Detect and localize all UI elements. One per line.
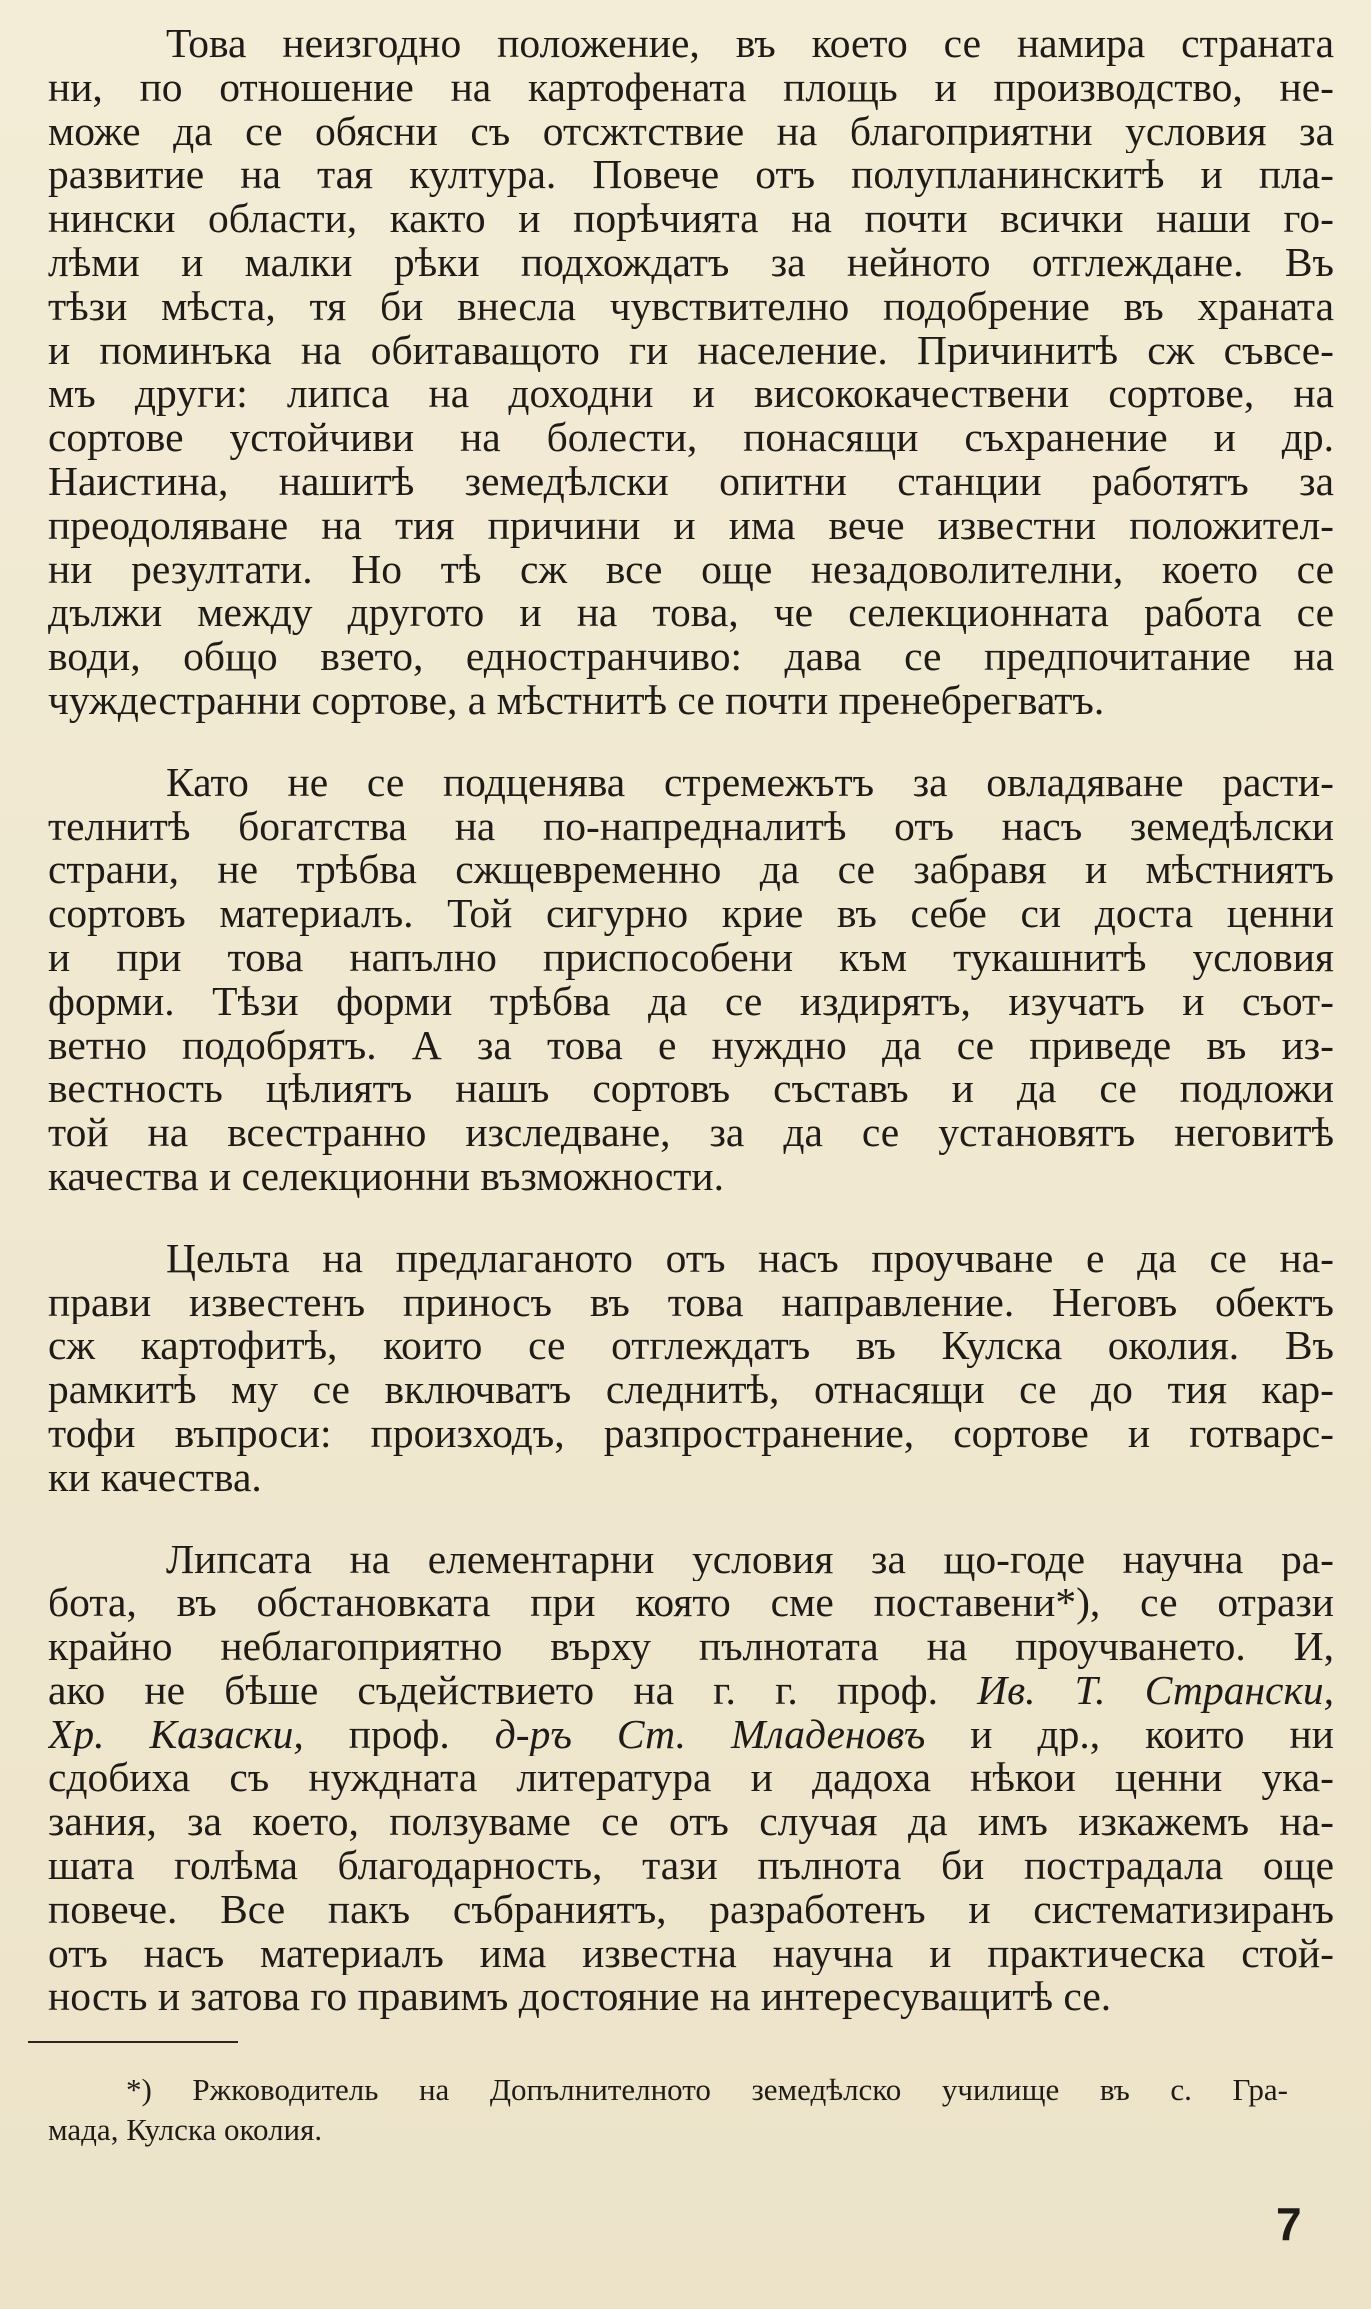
text-line: ность и затова го правимъ достояние на интересуващитѣ се. bbox=[48, 1975, 1112, 2020]
text-line: Наистина, нашитѣ земедѣлски опитни станции работятъ за bbox=[48, 459, 1334, 504]
footnote bbox=[48, 2070, 1288, 2150]
text-line: ветно подобрятъ. А за това е нуждно да се приведе въ из- bbox=[48, 1023, 1334, 1068]
text-line: нински области, както и порѣчията на почти всички наши го- bbox=[48, 197, 1334, 241]
text-line: крайно неблагоприятно върху пълнотата на проучването. И, bbox=[48, 1625, 1334, 1669]
footnote-line: *) Ржководитель на Допълнителното земедѣлско училище въ с. Гра- bbox=[126, 2072, 1288, 2107]
text-line: тофи въпроси: произходъ, разпространение, сортове и готварс- bbox=[48, 1411, 1334, 1456]
text-line: развитие на тая култура. Повече отъ полупланинскитѣ и пла- bbox=[48, 153, 1334, 198]
text-line: Хр. Казаски, проф. д-ръ Ст. Младеновъ и др., които ни bbox=[48, 1712, 1334, 1757]
text-line: чуждестранни сортове, а мѣстнитѣ се почти пренебрегватъ. bbox=[48, 678, 1105, 723]
text-line: вестность цѣлиятъ нашъ сортовъ съставъ и да се подложи bbox=[48, 1067, 1334, 1112]
text-line: ни резултати. Но тѣ сж все още незадоволителни, което се bbox=[48, 547, 1334, 592]
paragraph-2 bbox=[48, 761, 1334, 1199]
text-line: и поминъка на обитаващото ги население. Причинитѣ сж съвсе- bbox=[48, 328, 1334, 373]
text-line: може да се обясни съ отсжтствие на благоприятни условия за bbox=[48, 109, 1334, 154]
text-line: телнитѣ богатства на по-напредналитѣ отъ насъ земедѣлски bbox=[48, 804, 1334, 849]
text-line: зания, за което, ползуваме се отъ случая да имъ изкажемъ на- bbox=[48, 1800, 1334, 1845]
text-line: шата голѣма благодарность, тази пълнота би пострадала още bbox=[48, 1844, 1334, 1888]
text-line: Цельта на предлаганото отъ насъ проучване е да се на- bbox=[166, 1236, 1334, 1281]
paragraph-1 bbox=[48, 22, 1334, 723]
text-line: страни, не трѣбва сжщевременно да се забравя и мѣстниятъ bbox=[48, 848, 1334, 893]
text-line: мъ други: липса на доходни и висококачествени сортове, на bbox=[48, 372, 1334, 417]
text-line: повече. Все пакъ събраниятъ, разработенъ и систематизиранъ bbox=[48, 1887, 1334, 1932]
text-line: сортове устойчиви на болести, понасящи съхранение и др. bbox=[48, 416, 1334, 460]
text-line: Липсата на елементарни условия за що-годе научна ра- bbox=[166, 1537, 1334, 1582]
text-line: ни, по отношение на картофената площь и производство, не- bbox=[48, 65, 1334, 110]
text-line: Като не се подценява стремежътъ за овладяване расти- bbox=[166, 760, 1334, 805]
text-line: рамкитѣ му се включватъ следнитѣ, отнасящи се до тия кар- bbox=[48, 1368, 1334, 1412]
text-line: качества и селекционни възможности. bbox=[48, 1154, 725, 1199]
paragraph-3 bbox=[48, 1237, 1334, 1500]
text-line: дължи между другото и на това, че селекционната работа се bbox=[48, 591, 1334, 636]
paragraph-4 bbox=[48, 1538, 1334, 2020]
page-number: 7 bbox=[1276, 2198, 1302, 2250]
text-line: сортовъ материалъ. Той сигурно крие въ себе си доста ценни bbox=[48, 892, 1334, 936]
footnote-line: мада, Кулска околия. bbox=[48, 2112, 323, 2147]
text-line: тѣзи мѣста, тя би внесла чувствително подобрение въ храната bbox=[48, 284, 1334, 329]
text-line: лѣми и малки рѣки подхождатъ за нейното отглеждане. Въ bbox=[48, 240, 1334, 285]
text-line: ки качества. bbox=[48, 1455, 262, 1500]
text-line: Това неизгодно положение, въ което се намира страната bbox=[166, 22, 1334, 66]
text-line: сдобиха съ нуждната литература и дадоха нѣкои ценни ука- bbox=[48, 1756, 1334, 1801]
text-line: форми. Тѣзи форми трѣбва да се издирятъ, изучатъ и съот- bbox=[48, 979, 1334, 1024]
footnote-divider bbox=[28, 2041, 238, 2043]
text-line: сж картофитѣ, които се отглеждатъ въ Кулска околия. Въ bbox=[48, 1324, 1334, 1369]
body-text bbox=[48, 22, 1334, 2057]
text-line: отъ насъ материалъ има известна научна и практическа стой- bbox=[48, 1931, 1334, 1976]
text-line: преодоляване на тия причини и има вече известни положител- bbox=[48, 503, 1334, 548]
text-line: и при това напълно приспособени към тукашнитѣ условия bbox=[48, 935, 1334, 980]
text-line: ако не бѣше съдействието на г. г. проф. Ив. Т. Странски, bbox=[48, 1668, 1334, 1713]
text-line: бота, въ обстановката при която сме поставени*), се отрази bbox=[48, 1581, 1334, 1626]
text-line: води, общо взето, едностранчиво: дава се предпочитание на bbox=[48, 635, 1334, 679]
text-line: той на всестранно изследване, за да се установятъ неговитѣ bbox=[48, 1111, 1334, 1155]
text-line: прави известенъ приносъ въ това направление. Неговъ обектъ bbox=[48, 1280, 1334, 1325]
